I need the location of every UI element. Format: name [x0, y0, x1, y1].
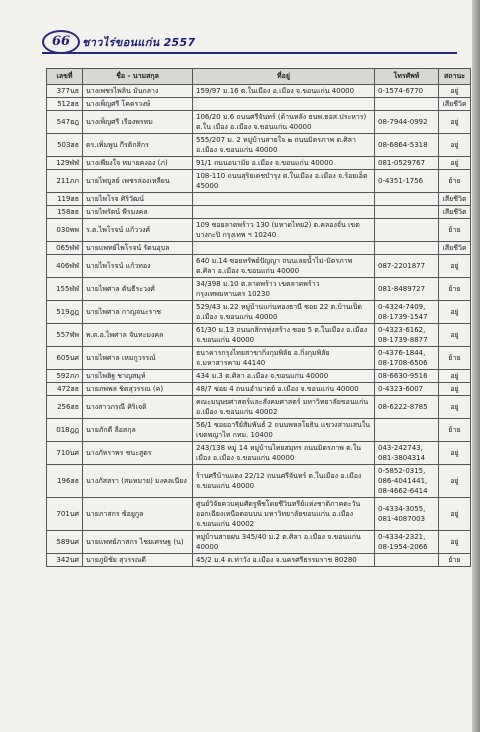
cell-name: นายไพศาล เหมกูวรรณ์ — [83, 347, 193, 370]
cell-address — [193, 98, 375, 111]
cell-address: 108-110 ถนนสุริยเดชบำรุง ต.ในเมือง อ.เมือง จ.ร้อยเอ็ด 45000 — [193, 170, 375, 193]
column-header-phone: โทรศัพท์ — [375, 69, 439, 85]
header-rule — [42, 52, 457, 54]
cell-status: อยู่ — [439, 157, 471, 170]
cell-phone: 0-4334-2321, 08-1954-2066 — [375, 531, 439, 554]
cell-address: หมู่บ้านสายฝน 345/40 ม.2 ต.ศิลา อ.เมือง จ.ขอนแก่น 40000 — [193, 531, 375, 554]
cell-id: 589นศ — [47, 531, 83, 554]
cell-status: ย้าย — [439, 347, 471, 370]
cell-id: 342นศ — [47, 554, 83, 567]
cell-id: 129ฬฬ — [47, 157, 83, 170]
cell-phone: 08-6222-8785 — [375, 396, 439, 419]
cell-name: นายภาสกร ซ้อยูกูล — [83, 498, 193, 531]
cell-id: 030พพ — [47, 219, 83, 242]
cell-name: นายภพพล ชิตสุวรรณ (ค) — [83, 383, 193, 396]
table-row — [47, 278, 471, 301]
cell-id: 472ฮธ — [47, 383, 83, 396]
cell-name: นายภูมิชัย สุวรรณดี — [83, 554, 193, 567]
table-row — [47, 170, 471, 193]
cell-phone: 087-2201877 — [375, 255, 439, 278]
cell-address: 555/207 ม. 2 หมู่บ้านสายใจ ๒ ถนนมิตรภาพ ต.ศิลา อ.เมือง จ.ขอนแก่น 40000 — [193, 134, 375, 157]
cell-id: 065ฬฬ — [47, 242, 83, 255]
cell-id: 512ฮธ — [47, 98, 83, 111]
table-row — [47, 554, 471, 567]
table-row — [47, 255, 471, 278]
cell-status: อยู่ — [439, 85, 471, 98]
cell-phone: 043-242743, 081-3804314 — [375, 442, 439, 465]
cell-address: ศูนย์วิจัยควบคุมศัตรูพืชโดยชีวินทรีย์แห่งชาติภาคตะวันออกเฉียงเหนือตอนบน มหาวิทยาลัยขอนแก่น อ.เมือง จ.ขอนแก่น 40002 — [193, 498, 375, 531]
cell-id: 547ฮฎ — [47, 111, 83, 134]
cell-status: เสียชีวิต — [439, 206, 471, 219]
cell-phone: 0-5852-0315, 086-4041441, 08-4662-6414 — [375, 465, 439, 498]
cell-phone — [375, 419, 439, 442]
table-row — [47, 465, 471, 498]
cell-id: 211ภภ — [47, 170, 83, 193]
cell-name: นายไพบูลย์ เพชรล่องเหลียน — [83, 170, 193, 193]
cell-phone — [375, 98, 439, 111]
cell-id: 018ฎฎ — [47, 419, 83, 442]
cell-name: นายไพโรจน์ แก้วทอง — [83, 255, 193, 278]
cell-phone: 0-4334-3055, 081-4087003 — [375, 498, 439, 531]
cell-status: อยู่ — [439, 255, 471, 278]
table-row — [47, 419, 471, 442]
cell-status: ย้าย — [439, 219, 471, 242]
cell-address: 106/20 ม.6 ถนนศรีจันทร์ (ด้านหลัง ธนพ.ธอส.ประหาร) ต.ใน เมือง อ.เมือง จ.ขอนแก่น 40000 — [193, 111, 375, 134]
column-header-address: ที่อยู่ — [193, 69, 375, 85]
cell-id: 196ฮธ — [47, 465, 83, 498]
cell-address — [193, 206, 375, 219]
cell-id: 119ฮธ — [47, 193, 83, 206]
cell-name: พ.ต.อ.ไพศาล จันทะมงคล — [83, 324, 193, 347]
cell-phone: 08-6630-9516 — [375, 370, 439, 383]
cell-phone: 081-0529767 — [375, 157, 439, 170]
table-row — [47, 206, 471, 219]
cell-status: ย้าย — [439, 278, 471, 301]
table-header-row — [47, 69, 471, 85]
cell-name: นางภัสสรา (สมหมาย) มงคลเนียง — [83, 465, 193, 498]
cell-name: นางเพชรไพลิน มันกลาง — [83, 85, 193, 98]
cell-id: 710นศ — [47, 442, 83, 465]
cell-status: เสียชีวิต — [439, 98, 471, 111]
cell-status: อยู่ — [439, 498, 471, 531]
table-row — [47, 193, 471, 206]
table-row — [47, 498, 471, 531]
table-row — [47, 396, 471, 419]
cell-address: 61/30 ม.13 ถนนกสิกรทุ่งสร้าง ซอย 5 ต.ในเมือง อ.เมือง จ.ขอนแก่น 40000 — [193, 324, 375, 347]
table-row — [47, 98, 471, 111]
cell-phone — [375, 193, 439, 206]
page-edge-shadow — [472, 0, 480, 732]
cell-id: 503ฮธ — [47, 134, 83, 157]
cell-address: 45/2 ม.4 ต.ท่าวัง อ.เมือง จ.นครศรีธรรมราช 80280 — [193, 554, 375, 567]
cell-status: ย้าย — [439, 419, 471, 442]
column-header-name: ชื่อ - นามสกุล — [83, 69, 193, 85]
cell-status: อยู่ — [439, 442, 471, 465]
cell-address: 529/43 ม.22 หมู่บ้านแก่นทองธานี ซอย 22 ต.บ้านเป็ด อ.เมือง จ.ขอนแก่น 40000 — [193, 301, 375, 324]
cell-address: 640 ม.14 ซอยทรัพย์ปัญญา ถนนเลยน้ำไม่-มิตรภาพ ต.ศิลา อ.เมือง จ.ขอนแก่น 40000 — [193, 255, 375, 278]
cell-address: 243/138 หมู่ 14 หมู่บ้านไทยสมุทร ถนนมิตรภาพ ต.ในเมือง อ.เมือง จ.ขอนแก่น 40000 — [193, 442, 375, 465]
table-body — [47, 85, 471, 567]
cell-status: อยู่ — [439, 531, 471, 554]
cell-status: อยู่ — [439, 396, 471, 419]
cell-name: นางเพ็ญศรี โคตรวงษ์ — [83, 98, 193, 111]
member-table — [46, 68, 471, 567]
cell-phone: 0-4323-6007 — [375, 383, 439, 396]
cell-address: 434 ม.3 ต.ศิลา อ.เมือง จ.ขอนแก่น 40000 — [193, 370, 375, 383]
table-row — [47, 301, 471, 324]
cell-status: อยู่ — [439, 324, 471, 347]
table-row — [47, 383, 471, 396]
page-header — [0, 0, 480, 56]
cell-name: นายไพรัตน์ พีรมงคล — [83, 206, 193, 219]
cell-name: นายแพทย์ภาสกร ไชยเศรษฐ (น) — [83, 531, 193, 554]
cell-phone: 0-4324-7409, 08-1739-1547 — [375, 301, 439, 324]
cell-address: 91/1 ถนนอนามัย อ.เมือง จ.ขอนแก่น 40000 — [193, 157, 375, 170]
cell-address: 34/398 ม.10 ต.ลาดพร้าว เขตลาดพร้าว กรุงเทพมหานคร 10230 — [193, 278, 375, 301]
cell-address: ร้านศรีบ้านแดง 22/12 ถนนศรีจันทร์ ต.ในเมือง อ.เมือง จ.ขอนแก่น 40000 — [193, 465, 375, 498]
page-title: ชาวไร่ขอนแก่น 2557 — [82, 36, 196, 49]
table-row — [47, 370, 471, 383]
cell-id: 605นศ — [47, 347, 83, 370]
cell-phone: 08-6864-5318 — [375, 134, 439, 157]
table-row — [47, 134, 471, 157]
cell-status: เสียชีวิต — [439, 193, 471, 206]
column-header-status: สถานะ — [439, 69, 471, 85]
table-row — [47, 85, 471, 98]
cell-name: นายแพทย์ไพโรจน์ รัตนอุบล — [83, 242, 193, 255]
cell-address: 48/7 ซอย 4 ถนนอำมาตย์ อ.เมือง จ.ขอนแก่น 40000 — [193, 383, 375, 396]
cell-id: 158ฮธ — [47, 206, 83, 219]
cell-id: 155ฬฬ — [47, 278, 83, 301]
cell-address — [193, 193, 375, 206]
cell-address: 159/97 ม.16 ต.ในเมือง อ.เมือง จ.ขอนแก่น 40000 — [193, 85, 375, 98]
cell-id: 592ภภ — [47, 370, 83, 383]
cell-status: อยู่ — [439, 301, 471, 324]
cell-status: เสียชีวิต — [439, 242, 471, 255]
cell-phone: 0-1574-6770 — [375, 85, 439, 98]
cell-address: คณะมนุษยศาสตร์และสังคมศาสตร์ มหาวิทยาลัยขอนแก่น อ.เมือง จ.ขอนแก่น 40002 — [193, 396, 375, 419]
cell-name: นางเพ็ญศรี เรืองพรหม — [83, 111, 193, 134]
table-row — [47, 219, 471, 242]
cell-phone: 0-4351-1756 — [375, 170, 439, 193]
table-row — [47, 324, 471, 347]
cell-phone: 08-7944-0992 — [375, 111, 439, 134]
cell-status: อยู่ — [439, 370, 471, 383]
cell-name: นายภักดี ลือสกุล — [83, 419, 193, 442]
cell-address: ธนาคารกรุงไทยสาขากิ่งกุมพิลัย อ.กิ่งกุมพิลัย จ.มหาสารคาม 44140 — [193, 347, 375, 370]
table-row — [47, 242, 471, 255]
cell-phone: 0-4323-6162, 08-1739-8877 — [375, 324, 439, 347]
cell-name: ดร.เพิ่มพูน กีรติกสิกร — [83, 134, 193, 157]
cell-phone — [375, 242, 439, 255]
table-row — [47, 531, 471, 554]
cell-name: ร.ต.ไพโรจน์ แก้ววงศ์ — [83, 219, 193, 242]
cell-phone — [375, 554, 439, 567]
cell-phone: 0-4376-1844, 08-1708-6506 — [375, 347, 439, 370]
cell-id: 256ฮธ — [47, 396, 83, 419]
cell-id: 519ฎฎ — [47, 301, 83, 324]
cell-status: ย้าย — [439, 554, 471, 567]
cell-id: 406ฬฬ — [47, 255, 83, 278]
cell-status: ย้าย — [439, 170, 471, 193]
cell-status: อยู่ — [439, 111, 471, 134]
cell-name: นางสาวภรณี ศิริเจติ — [83, 396, 193, 419]
cell-name: นายไพฮิฐ ชาญสมุห์ — [83, 370, 193, 383]
page-number: 66 — [42, 30, 80, 54]
cell-address: 56/1 ซอยอารีย์สัมพันธ์ 2 ถนนพหลโยธิน แขวงสามเสนใน เขตพญาไท กทม. 10400 — [193, 419, 375, 442]
cell-status: อยู่ — [439, 465, 471, 498]
column-header-id: เลขที่ — [47, 69, 83, 85]
cell-phone — [375, 219, 439, 242]
cell-name: นายไพศาล ตันธีระวงศ์ — [83, 278, 193, 301]
cell-address: 109 ซอยลาดพร้าว 130 (มหาดไทย2) ต.คลองจั่น เขต บางกะปิ กรุงเทพ ฯ 10240 — [193, 219, 375, 242]
cell-name: นางเพียงใจ หมายคงอง (ภ) — [83, 157, 193, 170]
cell-id: 557ฬพ — [47, 324, 83, 347]
cell-id: 377นธ — [47, 85, 83, 98]
table-row — [47, 111, 471, 134]
cell-name: นายไพโรจ ศิริวัฒน์ — [83, 193, 193, 206]
cell-address — [193, 242, 375, 255]
cell-name: นางภัทราพร ชนะสูตร — [83, 442, 193, 465]
cell-id: 701นศ — [47, 498, 83, 531]
table-row — [47, 442, 471, 465]
cell-phone: 081-8489727 — [375, 278, 439, 301]
table-row — [47, 347, 471, 370]
table-row — [47, 157, 471, 170]
cell-status: อยู่ — [439, 383, 471, 396]
cell-status: อยู่ — [439, 134, 471, 157]
cell-name: นายไพศาล กาญจนะราช — [83, 301, 193, 324]
cell-phone — [375, 206, 439, 219]
